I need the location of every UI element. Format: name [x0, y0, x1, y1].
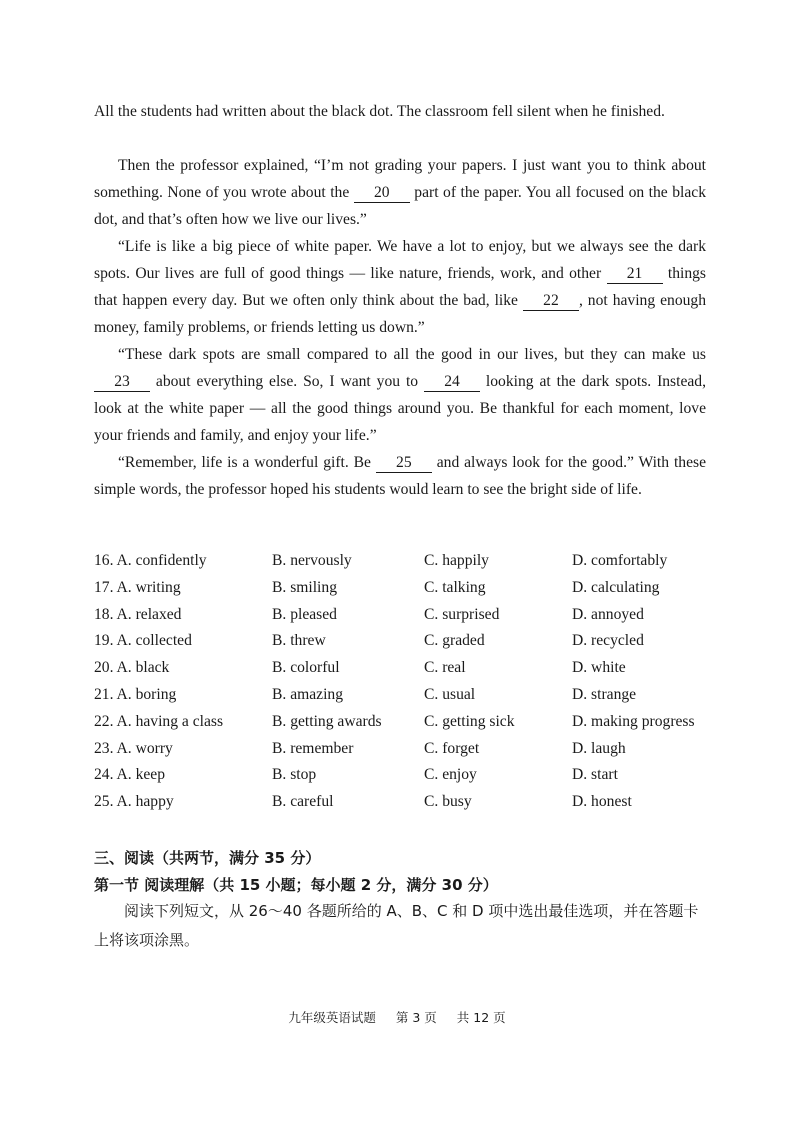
paragraph-text: “Life is like a big piece of white paper. We have a lot to enjoy, but we always see the dark spots. Our lives are full of good things — like nature, friends, work, and other [94, 238, 706, 282]
option-b: B. stop [272, 766, 317, 784]
option-a: 22. A. having a class [94, 712, 224, 730]
footer-page-number: 第 3 页 [395, 1010, 437, 1025]
blank-20: 20 [354, 184, 410, 203]
option-row [94, 740, 714, 767]
paragraph-text: , not having enough money, family problems, or friends letting us down.” [94, 292, 707, 336]
option-row [94, 686, 714, 713]
option-d: D. recycled [572, 632, 644, 650]
option-c: C. getting sick [424, 712, 515, 730]
option-row [94, 793, 714, 820]
option-d: D. comfortably [572, 552, 668, 569]
paragraph-text: and always look for the good.” With these simple words, the professor hoped his students would learn to see the bright side of life. [94, 454, 706, 498]
option-a: 24. A. keep [94, 766, 166, 784]
option-b: B. amazing [272, 685, 344, 703]
option-a: 16. A. confidently [94, 552, 207, 569]
option-row [94, 632, 714, 659]
option-c: C. enjoy [424, 766, 477, 784]
option-a: 20. A. black [94, 659, 170, 677]
option-d: D. laugh [572, 739, 626, 757]
section-instruction: 阅读下列短文，从 26～40 各题所给的 A、B、C 和 D 项中选出最佳选项，并在答题卡上将该项涂黑。 [94, 902, 699, 949]
option-d: D. annoyed [572, 605, 644, 623]
option-b: B. smiling [272, 578, 337, 596]
option-c: C. real [424, 659, 466, 677]
option-d: D. calculating [572, 578, 660, 596]
paragraph-text: things that happen every day. But we often only think about the bad, like [94, 265, 706, 309]
paragraph-text: “These dark spots are small compared to all the good in our lives, but they can make us [118, 346, 706, 363]
option-c: C. talking [424, 578, 486, 596]
option-b: B. nervously [272, 552, 352, 569]
option-b: B. threw [272, 632, 326, 650]
option-c: C. forget [424, 739, 480, 757]
option-row [94, 659, 714, 686]
option-d: D. start [572, 766, 618, 784]
option-d: D. strange [572, 685, 637, 703]
option-row [94, 606, 714, 633]
option-a: 21. A. boring [94, 685, 177, 703]
paragraph-text: Then the professor explained, “I’m not grading your papers. I just want you to think about something. None of you wrote about the [94, 157, 706, 201]
footer-title: 九年级英语试题 [288, 1010, 376, 1025]
paragraph-text: looking at the dark spots. Instead, look at the white paper — all the good things around you. Be thankful for each moment, love your friends and family, and enjoy your life.” [94, 373, 706, 444]
answer-options [94, 552, 714, 820]
option-c: C. graded [424, 632, 485, 650]
blank-21: 21 [607, 265, 663, 284]
option-c: C. surprised [424, 605, 500, 623]
option-b: B. colorful [272, 659, 340, 677]
blank-23: 23 [94, 373, 150, 392]
passage-paragraph-2 [94, 152, 706, 233]
option-a: 25. A. happy [94, 793, 174, 811]
section-heading: 三、阅读（共两节，满分 35 分） [94, 849, 321, 867]
footer-total-pages: 共 12 页 [456, 1010, 506, 1025]
option-d: D. white [572, 659, 626, 677]
passage-paragraph-1 [94, 98, 706, 125]
paragraph-text: “Remember, life is a wonderful gift. Be [118, 454, 371, 471]
option-c: C. happily [424, 552, 489, 569]
option-row [94, 579, 714, 606]
passage-paragraph-3 [94, 233, 706, 341]
option-row [94, 552, 714, 579]
option-b: B. remember [272, 739, 354, 757]
option-b: B. getting awards [272, 712, 382, 730]
paragraph-text: All the students had written about the black dot. The classroom fell silent when he finished. [94, 103, 665, 120]
option-b: B. careful [272, 793, 334, 811]
option-a: 19. A. collected [94, 632, 192, 650]
blank-25: 25 [376, 454, 432, 473]
option-row [94, 713, 714, 740]
section-subheading: 第一节 阅读理解（共 15 小题；每小题 2 分，满分 30 分） [94, 876, 498, 894]
blank-24: 24 [424, 373, 480, 392]
passage-paragraph-4 [94, 341, 706, 449]
passage-paragraph-5 [94, 449, 706, 503]
option-c: C. busy [424, 793, 472, 811]
option-d: D. making progress [572, 712, 695, 730]
page-footer [0, 1008, 794, 1026]
option-a: 23. A. worry [94, 739, 173, 757]
paragraph-text: about everything else. So, I want you to [155, 373, 419, 390]
option-b: B. pleased [272, 605, 337, 623]
option-d: D. honest [572, 793, 632, 811]
option-c: C. usual [424, 685, 476, 703]
option-a: 17. A. writing [94, 578, 181, 596]
paragraph-text: part of the paper. You all focused on the black dot, and that’s often how we live our lives.” [94, 184, 707, 228]
blank-22: 22 [523, 292, 579, 311]
option-row [94, 766, 714, 793]
option-a: 18. A. relaxed [94, 605, 182, 623]
